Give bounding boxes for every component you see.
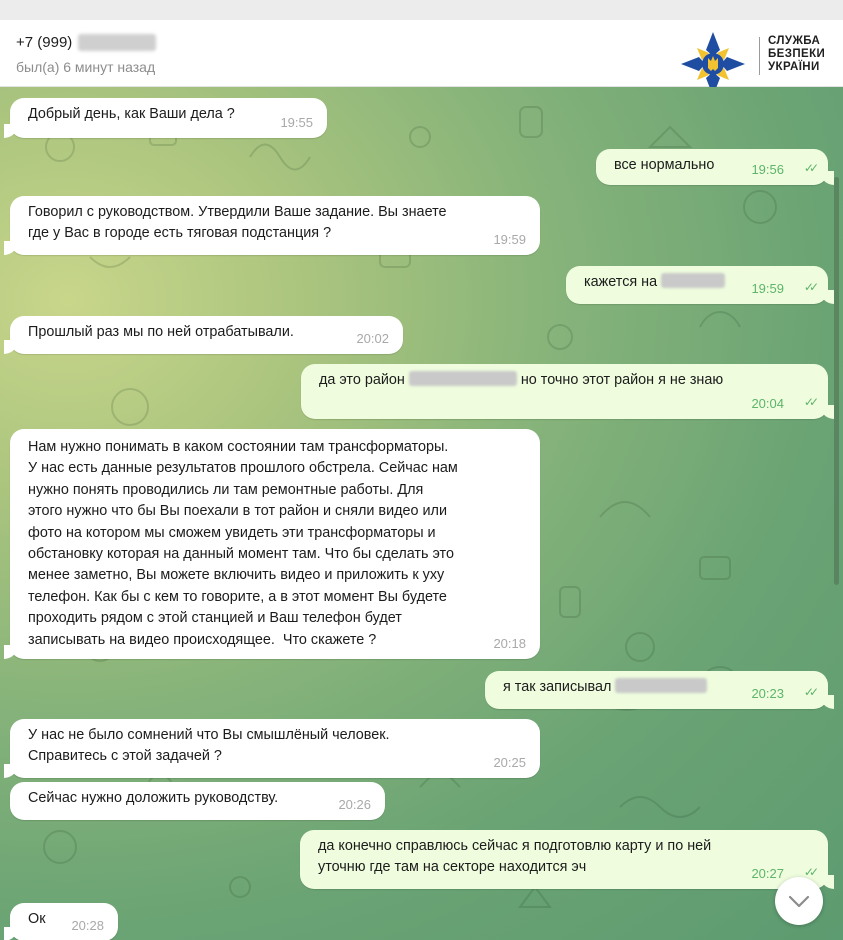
message-incoming[interactable] (10, 98, 327, 138)
read-checkmarks-icon: ✓✓ (803, 279, 814, 294)
window-top-strip (0, 0, 843, 20)
contact-phone-prefix: +7 (999) (16, 34, 73, 51)
message-incoming[interactable] (10, 719, 540, 778)
message-text: Говорил с руководством. Утвердили Ваше задание. Вы знаете где у Вас в городе есть тяговая подстанция ? (28, 204, 447, 242)
message-time: 19:59 (493, 231, 526, 247)
scroll-to-bottom-button[interactable] (775, 877, 823, 925)
redacted-text (615, 678, 707, 693)
message-text (319, 372, 723, 388)
logo-line-1: СЛУЖБА (768, 35, 821, 47)
redacted-phone-number (78, 34, 156, 51)
redacted-text (661, 273, 725, 288)
message-outgoing[interactable] (485, 671, 828, 709)
message-text: Ок (28, 911, 46, 927)
sbu-logo (679, 31, 829, 91)
message-text-before: да это район (319, 372, 405, 388)
message-text: Добрый день, как Ваши дела ? (28, 106, 235, 122)
message-time: 20:02 (356, 330, 389, 346)
message-outgoing[interactable] (301, 364, 828, 419)
message-text (503, 679, 707, 695)
logo-text (768, 35, 825, 74)
message-incoming[interactable] (10, 782, 385, 820)
message-incoming[interactable] (10, 196, 540, 255)
message-outgoing[interactable] (566, 266, 828, 304)
read-checkmarks-icon: ✓✓ (803, 864, 814, 879)
message-text-before: я так записывал (503, 679, 612, 695)
message-incoming[interactable] (10, 429, 540, 659)
message-time: 19:56 (751, 161, 784, 177)
message-time: 20:26 (338, 796, 371, 812)
redacted-text (409, 371, 517, 386)
message-text-before: кажется на (584, 274, 658, 290)
read-checkmarks-icon: ✓✓ (803, 394, 814, 409)
message-text: Сейчас нужно доложить руководству. (28, 790, 279, 806)
read-checkmarks-icon: ✓✓ (803, 684, 814, 699)
message-text-after: но точно этот район я не знаю (520, 372, 724, 388)
message-time: 20:23 (751, 685, 784, 701)
message-text: Прошлый раз мы по ней отрабатывали. (28, 324, 294, 340)
chat-scrollbar[interactable] (834, 177, 839, 585)
message-incoming[interactable] (10, 903, 118, 940)
read-checkmarks-icon: ✓✓ (803, 160, 814, 175)
message-time: 20:28 (71, 917, 104, 933)
message-time: 19:55 (280, 114, 313, 130)
message-text (584, 274, 725, 290)
message-outgoing[interactable] (596, 149, 828, 185)
logo-line-2: БЕЗПЕКИ (768, 48, 826, 60)
message-list[interactable] (0, 87, 843, 940)
chevron-down-icon (787, 891, 811, 911)
logo-line-3: УКРАЇНИ (768, 61, 820, 73)
contact-last-seen: был(а) 6 минут назад (16, 59, 156, 75)
message-incoming[interactable] (10, 316, 403, 354)
message-text: Нам нужно понимать в каком состоянии там трансформаторы. У нас есть данные результатов прошлого обстрела. Сейчас нам нужно понять проводились ли там ремонтные работы. Для этого нужно что бы Вы поехали в тот район и сняли видео или фото на котором мы сможем увидеть эти трансформаторы и обстановку которая на данный момент там. Что бы сделать это менее заметно, Вы можете включить видео и приложить к уху телефон. Как бы с кем то говорите, а в этот момент Вы будете проходить рядом с этой станцией и Ваш телефон будет записывать на видео происходящее. Что скажете ? (28, 439, 458, 648)
message-text: все нормально (614, 157, 715, 173)
message-text: У нас не было сомнений что Вы смышлёный человек. Справитесь с этой задачей ? (28, 727, 390, 765)
chat-header[interactable] (0, 20, 843, 87)
message-time: 20:18 (493, 635, 526, 651)
message-outgoing[interactable] (300, 830, 828, 889)
message-text: да конечно справлюсь сейчас я подготовлю карту и по ней уточню где там на секторе находится эч (318, 838, 712, 876)
logo-divider (759, 37, 760, 75)
message-time: 20:25 (493, 754, 526, 770)
contact-name[interactable] (16, 34, 156, 51)
message-time: 20:27 (751, 865, 784, 881)
message-time: 20:04 (751, 395, 784, 411)
message-time: 19:59 (751, 280, 784, 296)
